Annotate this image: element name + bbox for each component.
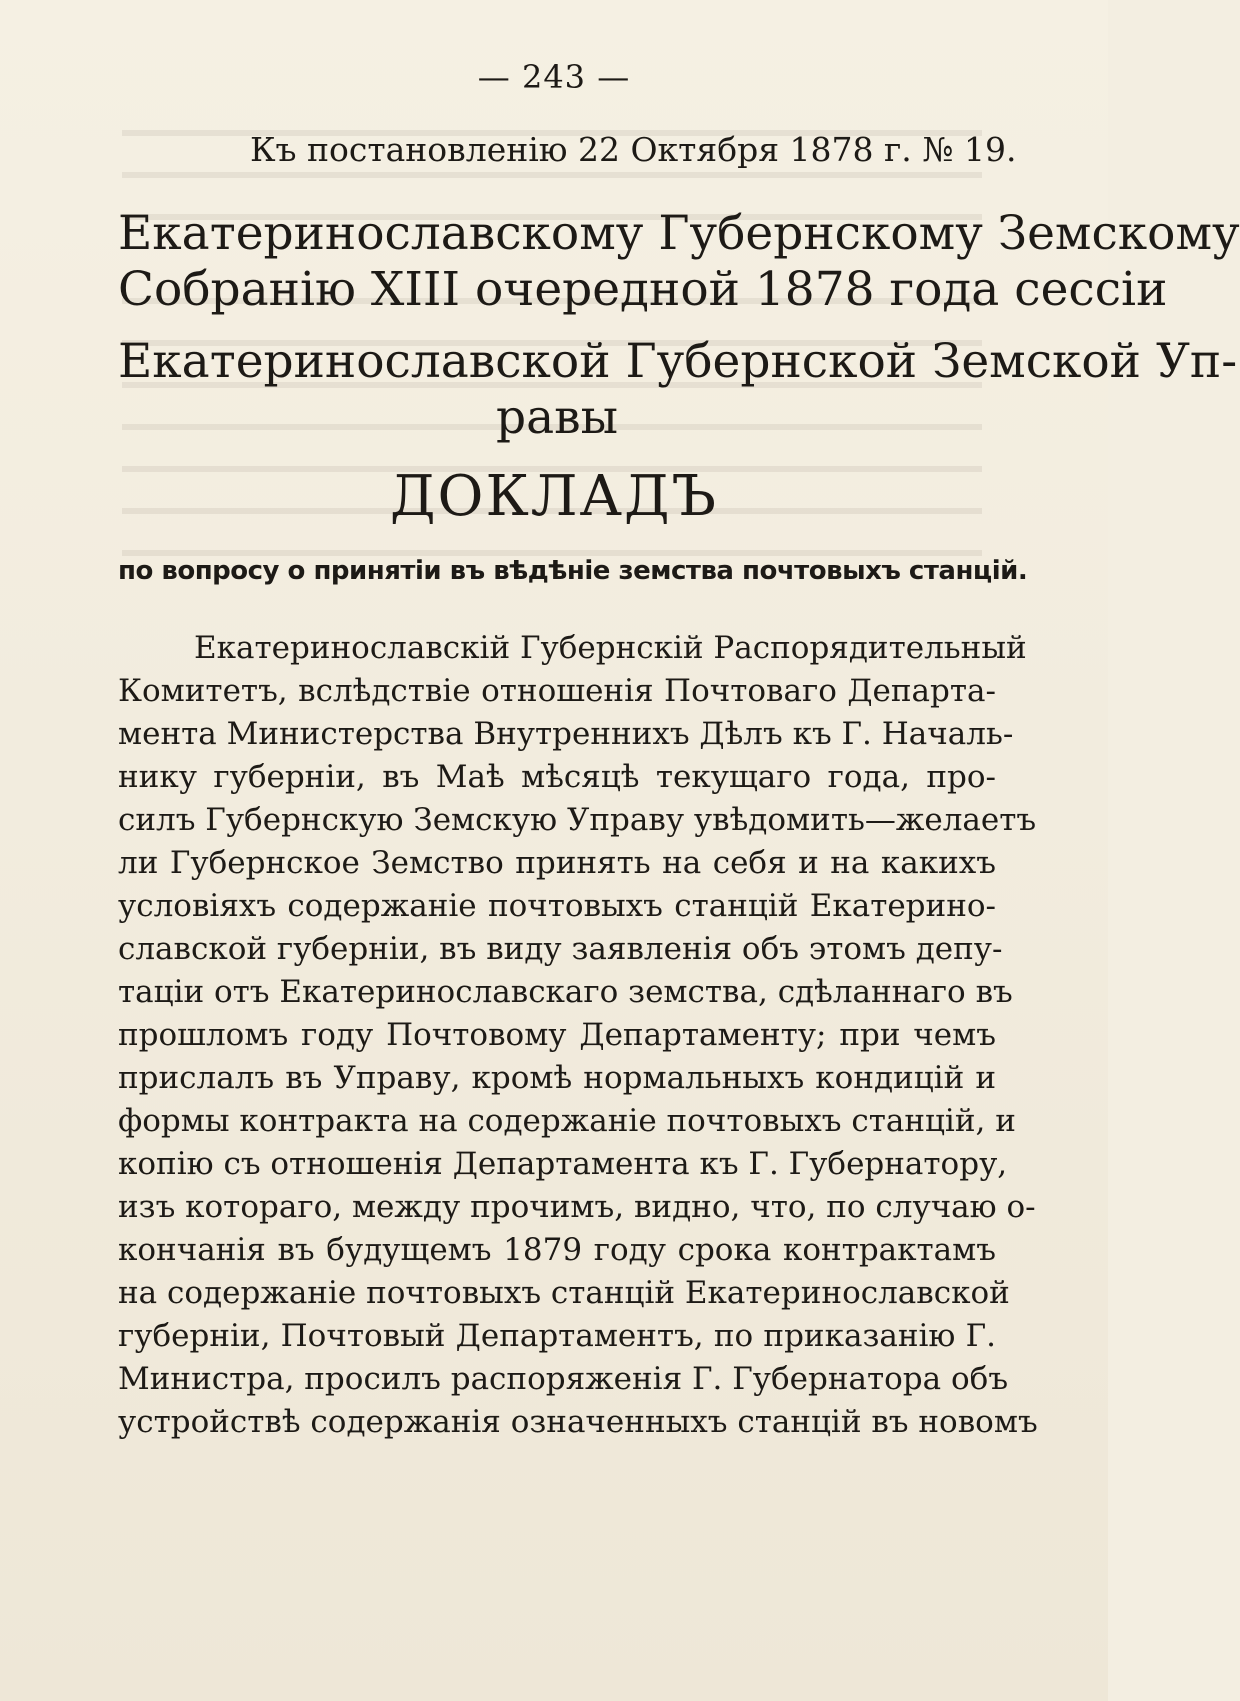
body-line: прислалъ въ Управу, кромѣ нормальныхъ кондицій и xyxy=(118,1060,996,1096)
authority-heading xyxy=(118,334,1238,446)
resolution-reference: Къ постановленію 22 Октября 1878 г. № 19. xyxy=(250,130,1017,169)
body-line: мента Министерства Внутреннихъ Дѣлъ къ Г. Началь- xyxy=(118,716,1014,752)
addressee-line: Собранію XIII очередной 1878 года сессіи xyxy=(118,262,1168,317)
body-line: ли Губернское Земство принять на себя и на какихъ xyxy=(118,845,996,881)
document-title: ДОКЛАДЪ xyxy=(390,464,718,529)
body-line: изъ котораго, между прочимъ, видно, что, по случаю о- xyxy=(118,1189,1036,1225)
body-line: Комитетъ, вслѣдствіе отношенія Почтоваго Департа- xyxy=(118,673,996,709)
body-line: формы контракта на содержаніе почтовыхъ станцій, и xyxy=(118,1103,1016,1139)
body-line: нику губерніи, въ Маѣ мѣсяцѣ текущаго года, про- xyxy=(118,759,996,795)
body-line: таціи отъ Екатеринославскаго земства, сдѣланнаго въ xyxy=(118,974,1013,1010)
page-number: — 243 — xyxy=(477,58,631,96)
authority-line: Екатеринославской Губернской Земской Уп- xyxy=(118,334,1238,389)
body-line: славской губерніи, въ виду заявленія объ этомъ депу- xyxy=(118,931,1003,967)
body-paragraph xyxy=(118,627,1038,1444)
body-line: прошломъ году Почтовому Департаменту; при чемъ xyxy=(118,1017,996,1053)
authority-line: равы xyxy=(496,390,618,445)
body-line: Министра, просилъ распоряженія Г. Губернатора объ xyxy=(118,1361,1009,1397)
addressee-heading xyxy=(118,206,1240,318)
addressee-line: Екатеринославскому Губернскому Земскому xyxy=(118,206,1240,261)
body-line: губерніи, Почтовый Департаментъ, по приказанію Г. xyxy=(118,1318,996,1354)
body-line: условіяхъ содержаніе почтовыхъ станцій Екатерино- xyxy=(118,888,996,924)
body-line: устройствѣ содержанія означенныхъ станцій въ новомъ xyxy=(118,1404,1038,1440)
body-line: силъ Губернскую Земскую Управу увѣдомить—желаетъ xyxy=(118,802,1037,838)
document-subject: по вопросу о принятіи въ вѣдѣніе земства почтовыхъ станцій. xyxy=(118,556,1028,586)
body-line: на содержаніе почтовыхъ станцій Екатеринославской xyxy=(118,1275,1010,1311)
body-line: копію съ отношенія Департамента къ Г. Губернатору, xyxy=(118,1146,1008,1182)
body-line: Екатеринославскій Губернскій Распорядительный xyxy=(194,630,1027,666)
body-line: кончанія въ будущемъ 1879 году срока контрактамъ xyxy=(118,1232,996,1268)
